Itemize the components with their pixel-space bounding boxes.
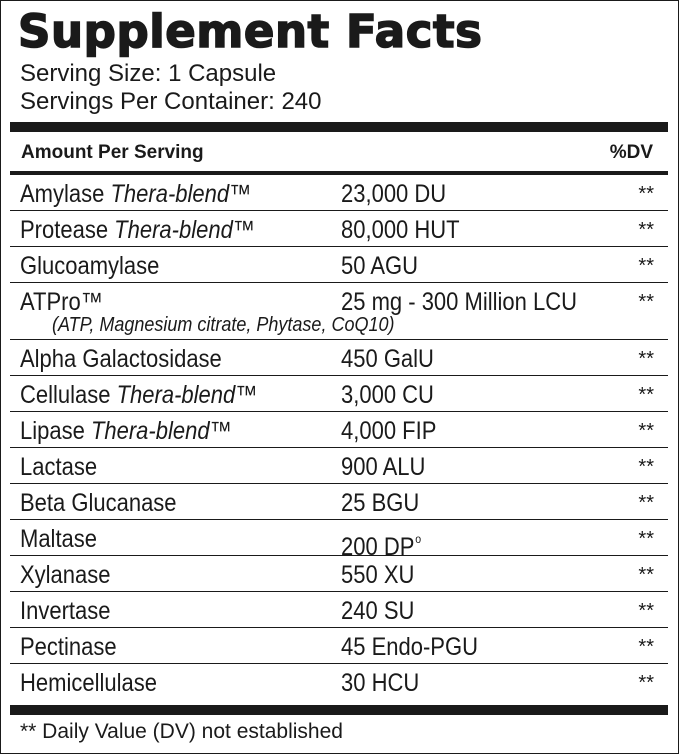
ingredient-row-invertase — [10, 592, 668, 628]
ingredient-row-maltase — [10, 520, 668, 561]
ingredient-row-beta-glucanase — [10, 484, 668, 520]
ingredient-row-lipase — [10, 412, 668, 448]
dv-heading: %DV — [609, 142, 653, 163]
ingredient-name: ATPro™ — [20, 288, 103, 316]
ingredient-row-hemicellulase — [10, 664, 668, 699]
ingredient-row-lactase — [10, 448, 668, 484]
servings-per-container: Servings Per Container: 240 — [20, 88, 322, 115]
serving-size: Serving Size: 1 Capsule — [20, 60, 277, 87]
ingredient-name: Beta Glucanase — [20, 489, 177, 517]
ingredient-name: Xylanase — [20, 561, 111, 589]
ingredient-amount: 550 XU — [341, 561, 415, 589]
ingredient-dv: ** — [638, 600, 654, 622]
ingredient-row-pectinase — [10, 628, 668, 664]
ingredient-amount: 900 ALU — [341, 453, 426, 481]
ingredient-dv: ** — [638, 672, 654, 694]
ingredient-dv: ** — [638, 291, 654, 313]
ingredient-dv: ** — [638, 348, 654, 370]
ingredient-row-alpha-galactosidase — [10, 340, 668, 376]
amount-text: 200 DP — [341, 533, 415, 561]
ingredient-dv: ** — [638, 636, 654, 658]
amount-per-serving-heading: Amount Per Serving — [21, 142, 204, 163]
ingredient-name: Pectinase — [20, 633, 117, 661]
ingredient-amount: 80,000 HUT — [341, 216, 460, 244]
ingredient-name: Maltase — [20, 525, 98, 553]
ingredient-dv: ** — [638, 492, 654, 514]
ingredient-row-xylanase — [10, 556, 668, 592]
name-text: Amylase — [20, 180, 111, 208]
ingredient-row-protease — [10, 211, 668, 247]
name-text: Protease — [20, 216, 115, 244]
ingredient-name: Lactase — [20, 453, 98, 481]
ingredient-dv: ** — [638, 255, 654, 277]
ingredient-name — [20, 215, 255, 245]
ingredient-row-amylase — [10, 175, 668, 211]
ingredient-dv: ** — [638, 183, 654, 205]
ingredient-table — [10, 175, 668, 699]
ingredient-row-glucoamylase — [10, 247, 668, 283]
ingredient-amount: 23,000 DU — [341, 180, 447, 208]
ingredient-amount: 3,000 CU — [341, 381, 434, 409]
ingredient-dv: ** — [638, 456, 654, 478]
ingredient-subtext: (ATP, Magnesium citrate, Phytase, CoQ10) — [52, 314, 395, 336]
ingredient-dv: ** — [638, 219, 654, 241]
ingredient-amount: 240 SU — [341, 597, 415, 625]
ingredient-dv: ** — [638, 420, 654, 442]
ingredient-row-cellulase — [10, 376, 668, 412]
ingredient-name: Alpha Galactosidase — [20, 345, 222, 373]
footnote: ** Daily Value (DV) not established — [20, 720, 343, 743]
blend-text: Thera-blend™ — [110, 180, 252, 208]
panel-title: Supplement Facts — [18, 5, 483, 58]
thick-divider-top — [10, 122, 668, 132]
blend-text: Thera-blend™ — [114, 216, 255, 244]
ingredient-amount: 50 AGU — [341, 252, 419, 280]
blend-text: Thera-blend™ — [90, 417, 232, 445]
ingredient-amount: 25 mg - 300 Million LCU — [341, 288, 577, 316]
ingredient-dv: ** — [638, 564, 654, 586]
name-text: Lipase — [20, 417, 91, 445]
ingredient-amount: 4,000 FIP — [341, 417, 437, 445]
blend-text: Thera-blend™ — [116, 381, 258, 409]
ingredient-name — [20, 380, 257, 410]
degree-superscript: o — [415, 532, 422, 546]
ingredient-amount: 45 Endo-PGU — [341, 633, 478, 661]
ingredient-name: Invertase — [20, 597, 111, 625]
thick-divider-bottom — [10, 705, 668, 715]
ingredient-name — [20, 416, 232, 446]
ingredient-name — [20, 179, 251, 209]
ingredient-dv: ** — [638, 384, 654, 406]
ingredient-amount: 25 BGU — [341, 489, 420, 517]
ingredient-row-atpro — [10, 283, 668, 340]
ingredient-name: Glucoamylase — [20, 252, 160, 280]
ingredient-amount: 450 GalU — [341, 345, 434, 373]
ingredient-amount: 30 HCU — [341, 669, 420, 697]
ingredient-name: Hemicellulase — [20, 669, 157, 697]
ingredient-dv: ** — [638, 528, 654, 550]
name-text: Cellulase — [20, 381, 117, 409]
